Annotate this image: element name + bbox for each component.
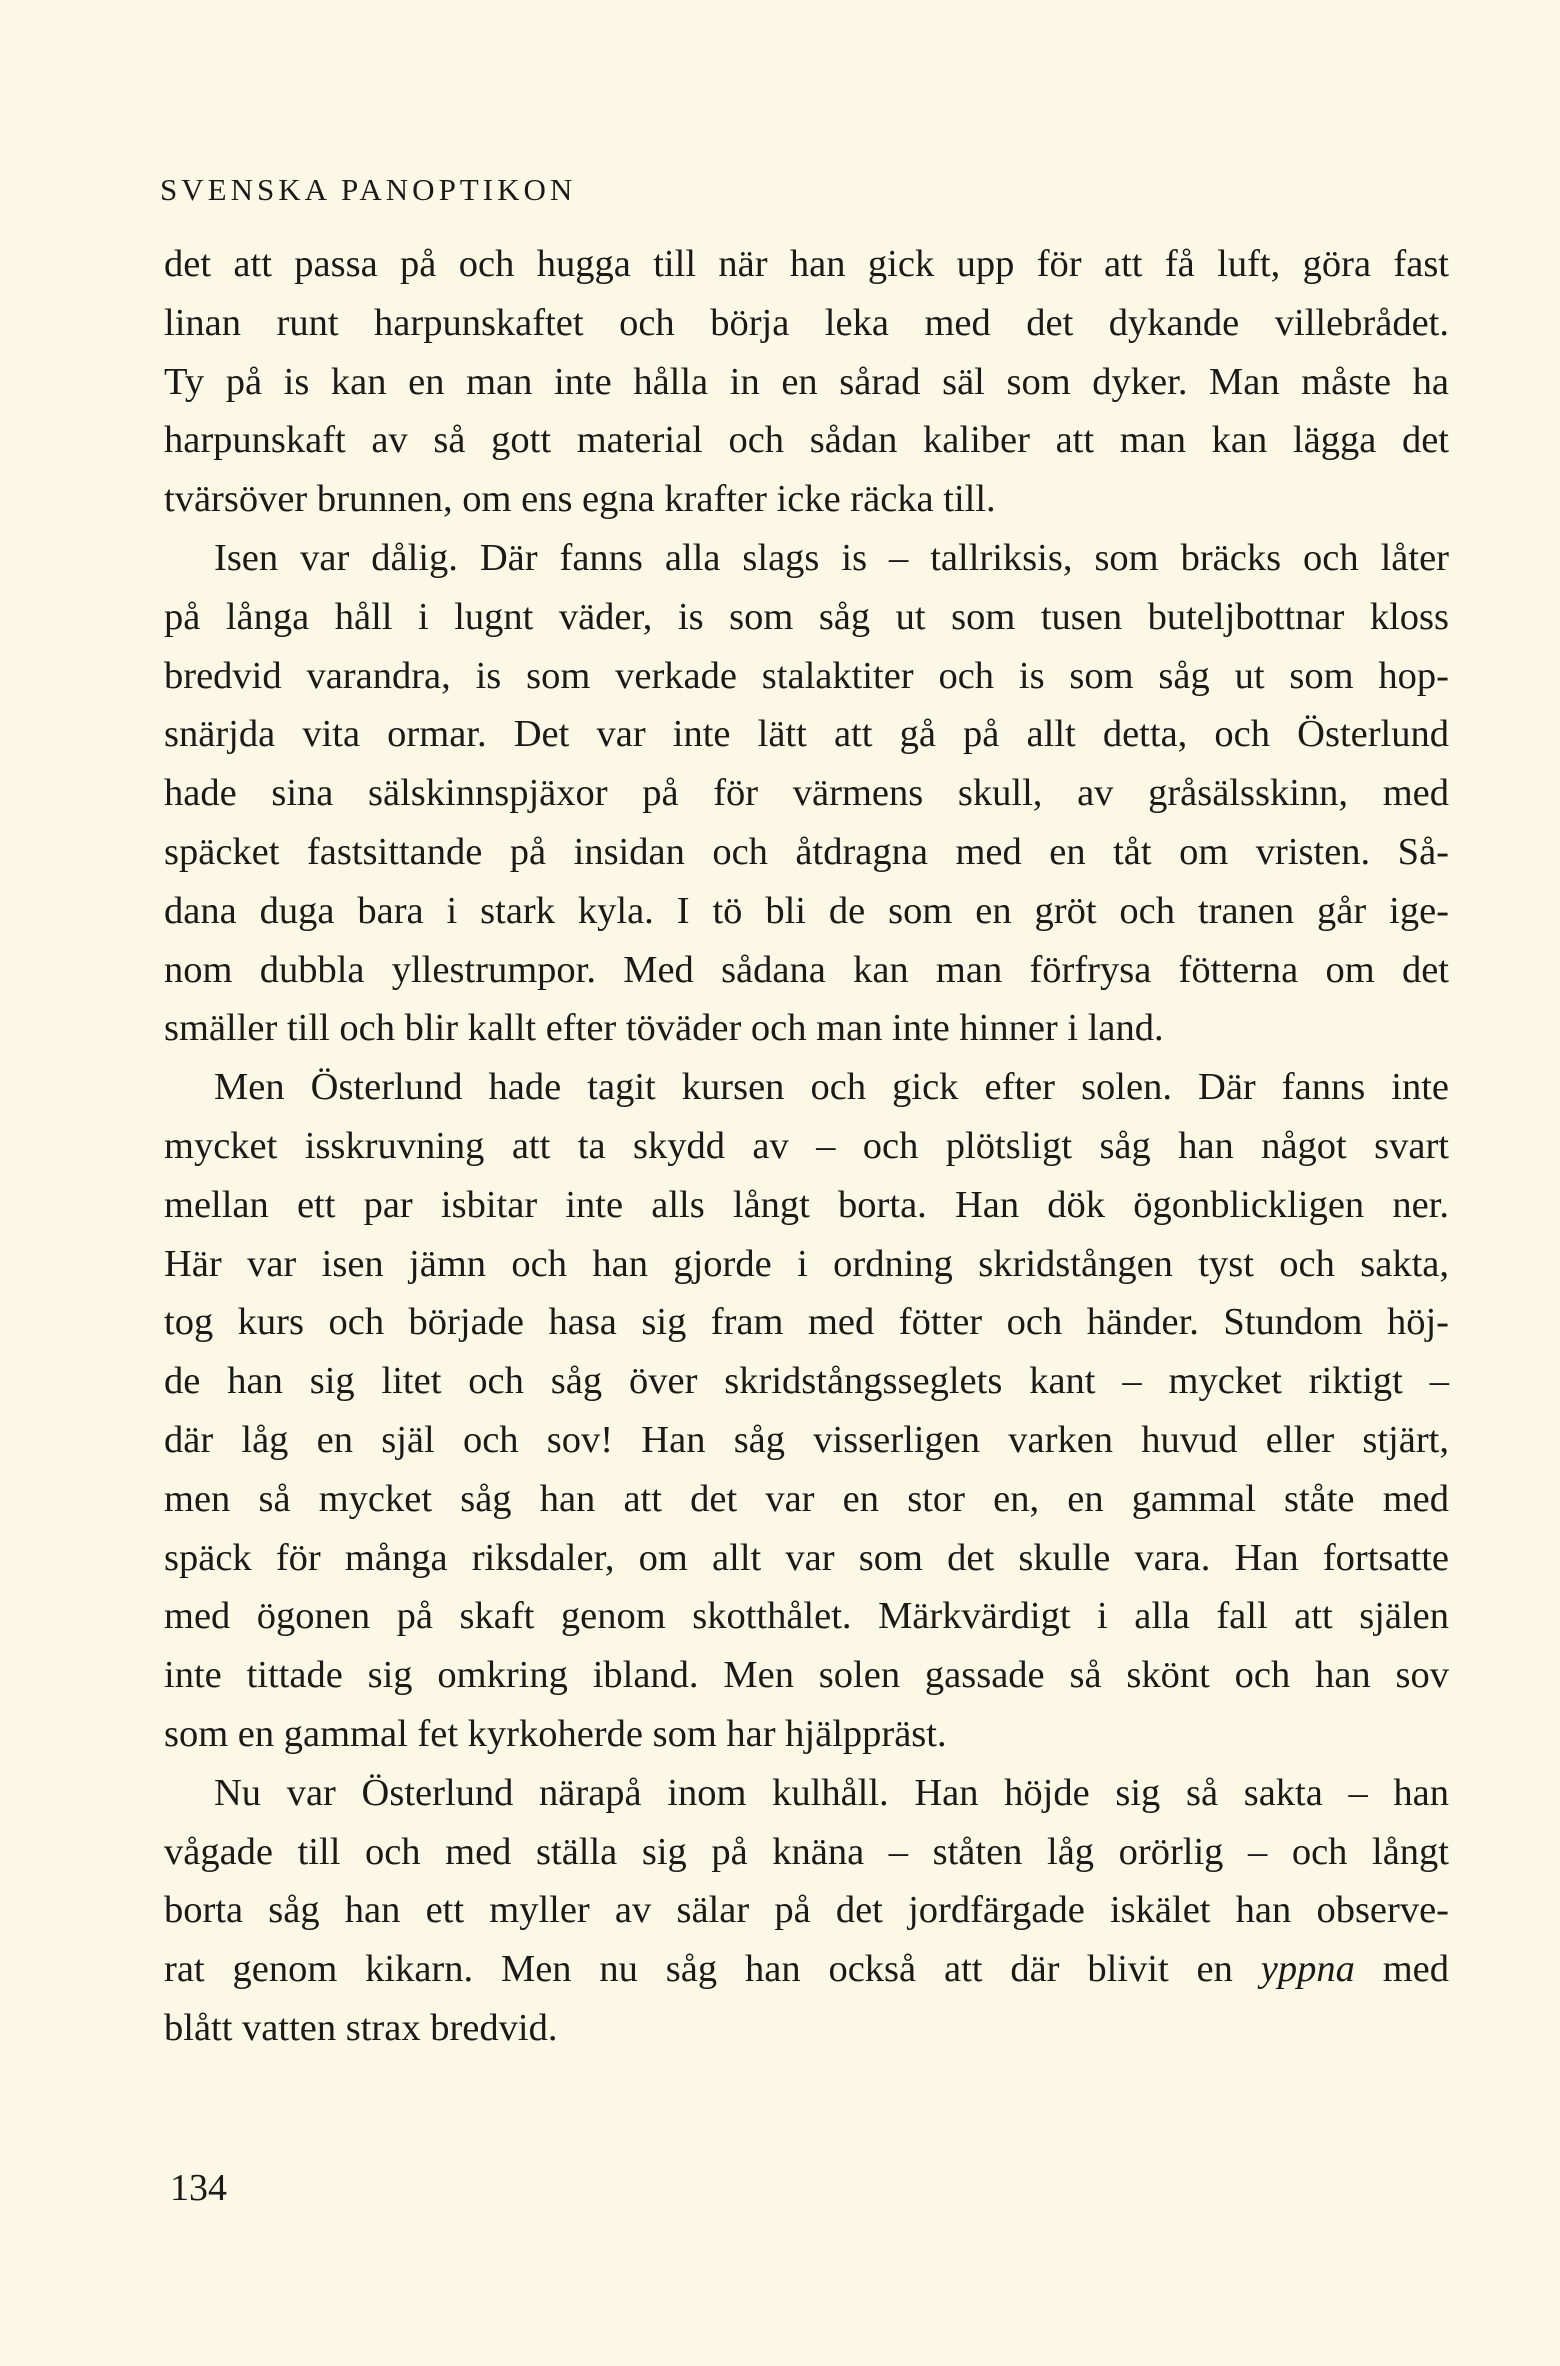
text-line: mycket isskruvning att ta skydd av – och plötsligt såg han något svart	[164, 1124, 1449, 1167]
text-line: späck för många riksdaler, om allt var som det skulle vara. Han fortsatte	[164, 1536, 1449, 1579]
text-line: linan runt harpunskaftet och börja leka med det dykande villebrådet.	[164, 301, 1449, 344]
paragraph-1	[164, 235, 1449, 529]
text-line: Isen var dålig. Där fanns alla slags is – tallriksis, som bräcks och låter	[214, 536, 1449, 579]
emphasized-word: yppna	[1260, 1948, 1355, 1991]
text-line: på långa håll i lugnt väder, is som såg ut som tusen buteljbottnar kloss	[164, 595, 1449, 638]
text-line: späcket fastsittande på insidan och åtdragna med en tåt om vristen. Så-	[164, 830, 1449, 873]
paragraph-3	[164, 1058, 1449, 1764]
text-line: hade sina sälskinnspjäxor på för värmens skull, av gråsälsskinn, med	[164, 772, 1449, 815]
text-line: Här var isen jämn och han gjorde i ordning skridstången tyst och sakta,	[164, 1242, 1449, 1285]
text-line: mellan ett par isbitar inte alls långt borta. Han dök ögonblickligen ner.	[164, 1183, 1449, 1226]
text-line: harpunskaft av så gott material och sådan kaliber att man kan lägga det	[164, 419, 1449, 462]
text-line: som en gammal fet kyrkoherde som har hjälppräst.	[164, 1712, 947, 1755]
text-line: Ty på is kan en man inte hålla in en sårad säl som dyker. Man måste ha	[164, 360, 1449, 403]
paragraph-2	[164, 529, 1449, 1058]
text-line: tog kurs och började hasa sig fram med fötter och händer. Stundom höj-	[164, 1301, 1449, 1344]
text-line: rat genom kikarn. Men nu såg han också att där blivit en yppna med	[164, 1948, 1449, 1991]
text-line: dana duga bara i stark kyla. I tö bli de som en gröt och tranen går ige-	[164, 889, 1449, 932]
text-line: det att passa på och hugga till när han gick upp för att få luft, göra fast	[164, 243, 1449, 285]
text-line: borta såg han ett myller av sälar på det jordfärgade iskälet han observe-	[164, 1889, 1449, 1932]
page-number: 134	[170, 2167, 227, 2209]
text-line: nom dubbla yllestrumpor. Med sådana kan man förfrysa fötterna om det	[164, 948, 1449, 991]
paragraph-4	[164, 1764, 1449, 2058]
text-line: Men Österlund hade tagit kursen och gick efter solen. Där fanns inte	[214, 1066, 1449, 1109]
text-line: vågade till och med ställa sig på knäna – ståten låg orörlig – och långt	[164, 1830, 1449, 1873]
text-line: smäller till och blir kallt efter töväder och man inte hinner i land.	[164, 1007, 1164, 1050]
text-line: bredvid varandra, is som verkade stalaktiter och is som såg ut som hop-	[164, 654, 1449, 697]
text-line: snärjda vita ormar. Det var inte lätt att gå på allt detta, och Österlund	[164, 713, 1449, 756]
running-head: SVENSKA PANOPTIKON	[160, 172, 577, 207]
text-line: Nu var Österlund närapå inom kulhåll. Han höjde sig så sakta – han	[214, 1771, 1449, 1814]
text-line: inte tittade sig omkring ibland. Men solen gassade så skönt och han sov	[164, 1654, 1449, 1697]
text-line: men så mycket såg han att det var en stor en, en gammal ståte med	[164, 1477, 1449, 1520]
text-line: där låg en själ och sov! Han såg visserligen varken huvud eller stjärt,	[164, 1418, 1449, 1461]
body-text	[164, 235, 1449, 2058]
text-line: med ögonen på skaft genom skotthålet. Märkvärdigt i alla fall att själen	[164, 1595, 1449, 1638]
text-line: tvärsöver brunnen, om ens egna krafter icke räcka till.	[164, 478, 996, 521]
text-line: de han sig litet och såg över skridstångsseglets kant – mycket riktigt –	[164, 1360, 1449, 1403]
text-line: blått vatten strax bredvid.	[164, 2006, 558, 2049]
